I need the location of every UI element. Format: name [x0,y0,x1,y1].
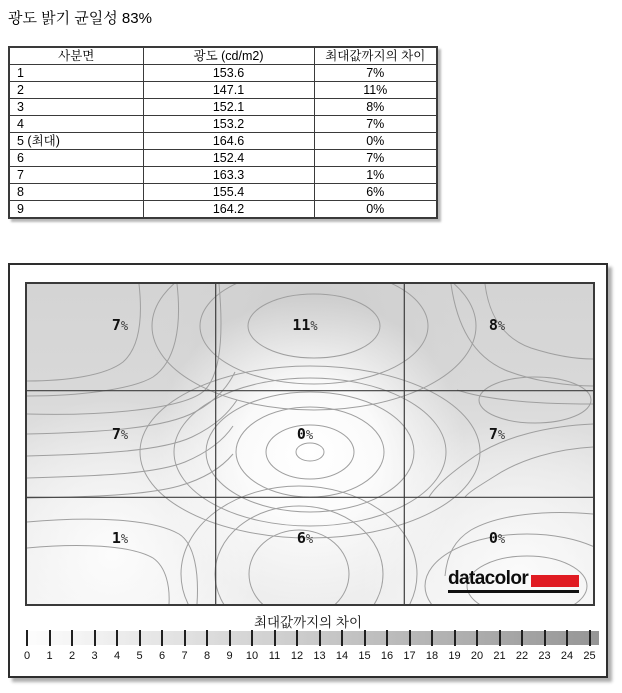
legend-tick [319,630,321,646]
legend-tick-label: 10 [245,650,259,662]
legend-tick-label: 17 [403,650,416,662]
legend-tick [229,630,231,646]
table-cell: 3 [9,99,143,116]
legend-tick-label: 14 [335,650,349,662]
legend-tick [274,630,276,646]
legend-tick-label: 5 [136,650,143,662]
percent-sign: % [120,319,129,333]
cell-value-label: 0% [488,529,506,547]
table-header-row [9,47,437,65]
legend-tick [566,630,568,646]
uniformity-table-wrapper [8,46,438,219]
table-cell: 5 (최대) [9,133,143,150]
table-cell: 153.2 [143,116,314,133]
cell-value-label: 7% [488,425,506,443]
legend-tick [184,630,186,646]
table-row [9,150,437,167]
legend-tick [476,630,478,646]
legend-title: 최대값까지의 차이 [253,615,363,630]
legend-tick [49,630,51,646]
legend-tick-label: 7 [181,650,188,662]
table-cell: 11% [314,82,437,99]
legend-tick [409,630,411,646]
legend-tick-label: 1 [46,650,53,662]
table-cell: 7 [9,167,143,184]
table-row [9,184,437,201]
table-cell: 9 [9,201,143,219]
table-row [9,65,437,82]
percent-sign: % [497,319,506,333]
table-cell: 6% [314,184,437,201]
cell-value-label: 7% [111,425,129,443]
legend-tick [386,630,388,646]
table-cell: 1% [314,167,437,184]
table-cell: 8 [9,184,143,201]
legend-tick-label: 22 [515,650,529,662]
legend-tick-label: 8 [203,650,211,662]
percent-sign: % [120,532,129,546]
table-cell: 8% [314,99,437,116]
cell-value-label: 7% [111,316,129,334]
legend-tick [251,630,253,646]
table-row [9,167,437,184]
cell-value-label: 6% [296,529,314,547]
col-header-quadrant: 사분면 [9,47,143,65]
cell-value-label: 1% [111,529,129,547]
legend-tick [521,630,523,646]
table-row [9,116,437,133]
table-row [9,133,437,150]
legend-tick-label: 16 [380,650,394,662]
legend-tick-label: 0 [23,650,31,662]
legend-tick [454,630,456,646]
table-cell: 155.4 [143,184,314,201]
legend-tick-label: 21 [493,650,506,662]
datacolor-logo-red-bar [531,575,579,587]
percent-sign: % [120,428,129,442]
legend-tick-label: 18 [425,650,439,662]
table-cell: 164.6 [143,133,314,150]
datacolor-logo-text: datacolor [448,568,529,589]
legend-tick-label: 6 [158,650,166,662]
table-row [9,82,437,99]
legend-tick [431,630,433,646]
legend-tick-label: 25 [583,650,596,662]
page-title: 광도 밝기 균일성 83% [8,10,152,27]
table-cell: 152.4 [143,150,314,167]
table-cell: 153.6 [143,65,314,82]
table-row [9,201,437,219]
table-cell: 0% [314,201,437,219]
legend-tick [341,630,343,646]
table-cell: 6 [9,150,143,167]
legend-tick-label: 23 [538,650,551,662]
legend-tick [94,630,96,646]
legend-tick-label: 2 [68,650,76,662]
legend-tick-label: 19 [448,650,461,662]
cell-value-label: 8% [488,316,506,334]
table-cell: 164.2 [143,201,314,219]
table-cell: 7% [314,116,437,133]
legend-tick [364,630,366,646]
legend-tick-label: 20 [470,650,484,662]
table-cell: 147.1 [143,82,314,99]
cell-value-label: 11% [292,316,318,334]
percent-sign: % [305,532,314,546]
legend-tick [71,630,73,646]
col-header-diff-to-max: 최대값까지의 차이 [314,47,437,65]
legend-tick-label: 4 [113,650,121,662]
table-cell: 7% [314,65,437,82]
table-cell: 0% [314,133,437,150]
cell-value-label: 0% [296,425,314,443]
legend-tick [544,630,546,646]
legend-tick-label: 24 [560,650,574,662]
legend-tick [161,630,163,646]
legend-tick-label: 15 [358,650,371,662]
percent-sign: % [305,428,314,442]
percent-sign: % [310,319,318,333]
legend-tick [26,630,28,646]
uniformity-report-panel [8,263,608,678]
table-cell: 2 [9,82,143,99]
datacolor-logo [448,569,579,593]
table-cell: 4 [9,116,143,133]
contour-map [25,282,595,606]
legend-tick [499,630,501,646]
legend-tick-label: 11 [268,650,281,662]
table-body [9,65,437,219]
legend-tick-label: 12 [290,650,304,662]
table-cell: 7% [314,150,437,167]
legend-gradient-bar [22,631,599,645]
table-cell: 1 [9,65,143,82]
table-row [9,99,437,116]
legend-tick [296,630,298,646]
col-header-luminance: 광도 (cd/m2) [143,47,314,65]
legend-tick [589,630,591,646]
legend-tick [206,630,208,646]
table-cell: 152.1 [143,99,314,116]
legend-tick-label: 13 [313,650,326,662]
legend-tick [139,630,141,646]
uniformity-table [8,46,438,219]
legend-tick [116,630,118,646]
table-cell: 163.3 [143,167,314,184]
percent-sign: % [497,532,506,546]
legend-tick-label: 9 [226,650,233,662]
percent-sign: % [497,428,506,442]
legend-tick-label: 3 [91,650,98,662]
